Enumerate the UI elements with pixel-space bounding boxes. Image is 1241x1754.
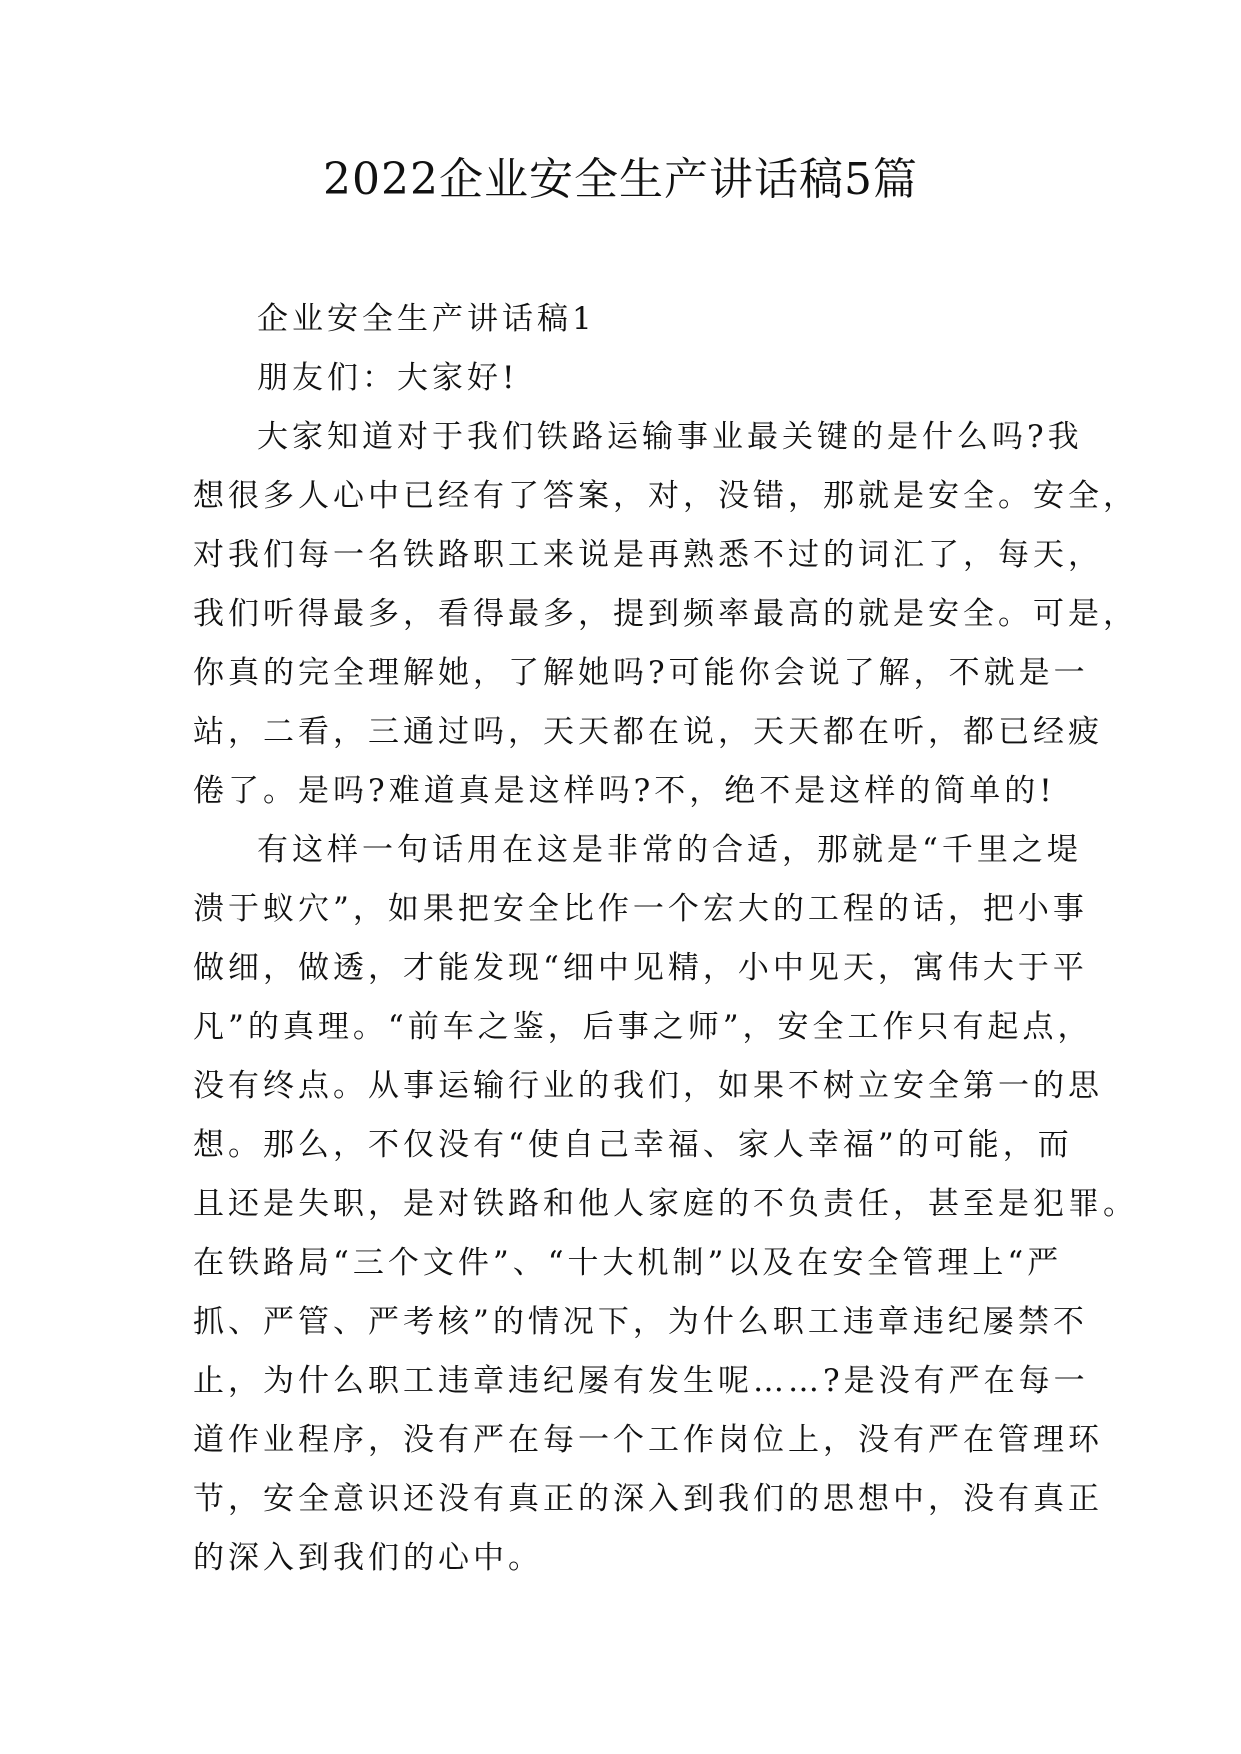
paragraph-line: 没有终点。从事运输行业的我们，如果不树立安全第一的思 — [193, 1068, 1103, 1104]
document-title: 2022企业安全生产讲话稿5篇 — [323, 154, 918, 205]
paragraph-line: 站，二看，三通过吗，天天都在说，天天都在听，都已经疲 — [193, 714, 1103, 750]
paragraph-1 — [193, 408, 1138, 821]
paragraph-line: 道作业程序，没有严在每一个工作岗位上，没有严在管理环 — [193, 1422, 1103, 1458]
paragraph-line: 大家知道对于我们铁路运输事业最关键的是什么吗?我 — [257, 419, 1083, 455]
paragraph-2 — [193, 821, 1138, 1588]
paragraph-line: 凡”的真理。“前车之鉴，后事之师”，安全工作只有起点， — [193, 1009, 1093, 1045]
paragraph-line: 倦了。是吗?难道真是这样吗?不，绝不是这样的简单的! — [193, 773, 1056, 809]
paragraph-line: 想很多人心中已经有了答案，对，没错，那就是安全。安全， — [193, 478, 1138, 514]
paragraph-line: 想。那么，不仅没有“使自己幸福、家人幸福”的可能，而 — [193, 1127, 1073, 1163]
paragraph-line: 有这样一句话用在这是非常的合适，那就是“千里之堤 — [257, 832, 1082, 868]
paragraph-line: 止，为什么职工违章违纪屡有发生呢……?是没有严在每一 — [193, 1363, 1089, 1399]
paragraph-line: 我们听得最多，看得最多，提到频率最高的就是安全。可是， — [193, 596, 1138, 632]
document-body — [193, 290, 1138, 1588]
paragraph-line: 溃于蚁穴”，如果把安全比作一个宏大的工程的话，把小事 — [193, 891, 1088, 927]
paragraph-line: 做细，做透，才能发现“细中见精，小中见天，寓伟大于平 — [193, 950, 1088, 986]
paragraph-line: 抓、严管、严考核”的情况下，为什么职工违章违纪屡禁不 — [193, 1304, 1088, 1340]
paragraph-line: 在铁路局“三个文件”、“十大机制”以及在安全管理上“严 — [193, 1245, 1063, 1281]
paragraph-line: 节，安全意识还没有真正的深入到我们的思想中，没有真正 — [193, 1481, 1103, 1517]
paragraph-line: 且还是失职，是对铁路和他人家庭的不负责任，甚至是犯罪。 — [193, 1186, 1138, 1222]
greeting-line: 朋友们：大家好! — [257, 360, 519, 396]
section-heading: 企业安全生产讲话稿1 — [257, 301, 596, 337]
paragraph-line: 对我们每一名铁路职工来说是再熟悉不过的词汇了，每天， — [193, 537, 1103, 573]
paragraph-line: 的深入到我们的心中。 — [193, 1540, 543, 1576]
paragraph-line: 你真的完全理解她，了解她吗?可能你会说了解，不就是一 — [193, 655, 1089, 691]
